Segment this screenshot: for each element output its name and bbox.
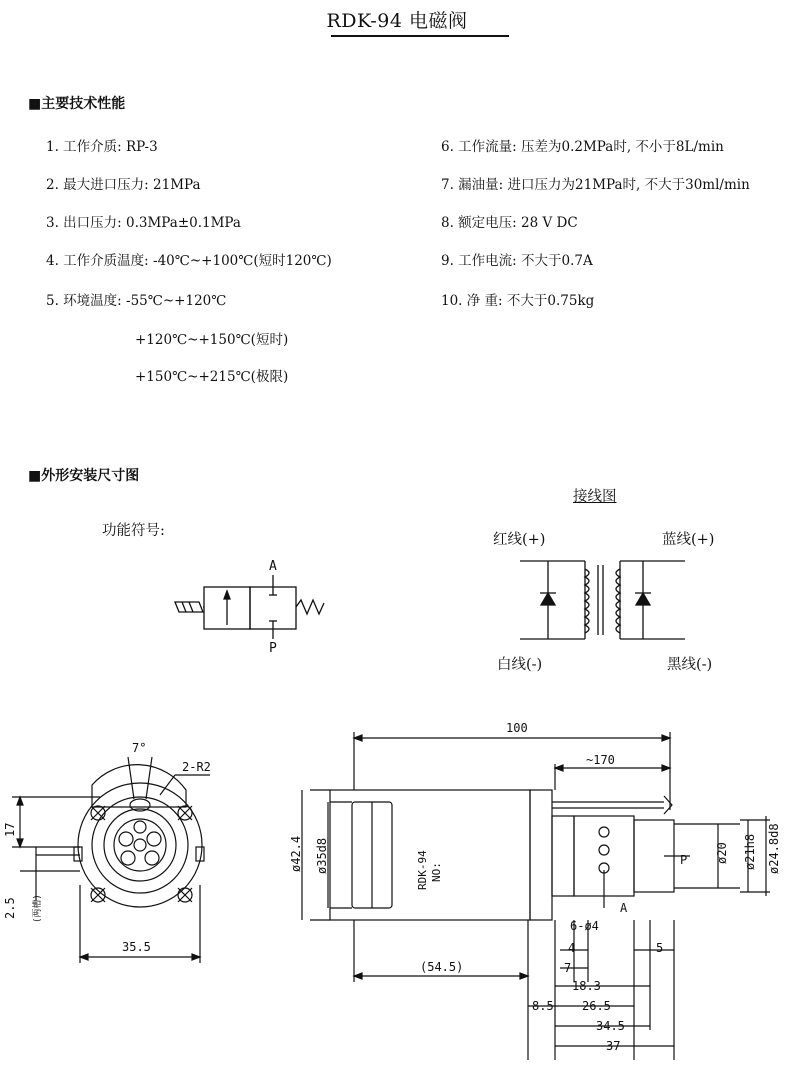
symbol-caption: 功能符号: — [102, 523, 165, 539]
symbol-port-p: P — [269, 641, 277, 655]
port-p-label: P — [680, 853, 688, 867]
spec-item: 8. 额定电压: 28 V DC — [441, 215, 578, 231]
no-mark: NO: — [430, 862, 443, 882]
dim-17: 17 — [3, 822, 17, 837]
valve-symbol-diagram — [170, 555, 340, 655]
dim-100: 100 — [506, 721, 528, 735]
dim-7: 7 — [564, 961, 572, 975]
diode-right-shape — [636, 593, 650, 605]
wire-white-label: 白线(-) — [497, 657, 543, 673]
page-title: RDK-94 电磁阀 — [326, 10, 468, 32]
dim-angle: 7° — [132, 741, 147, 755]
dim-35-5: 35.5 — [122, 940, 151, 954]
section-heading-dimensions: ■外形安装尺寸图 — [28, 468, 140, 484]
dia-24-8d8: ø24.8d8 — [767, 823, 781, 874]
spec-item-continued: +150℃~+215℃(极限) — [135, 369, 289, 385]
spec-item: 6. 工作流量: 压差为0.2MPa时, 不小于8L/min — [441, 139, 724, 155]
dia-35d8: ø35d8 — [315, 837, 329, 874]
dim-hole: 6-ø4 — [570, 919, 599, 933]
dim-18-3: 18.3 — [572, 979, 601, 993]
model-mark: RDK-94 — [416, 850, 429, 890]
wire-blue-label: 蓝线(+) — [662, 532, 715, 548]
wiring-title: 接线图 — [573, 489, 617, 505]
dia-42-4: ø42.4 — [289, 835, 303, 872]
port-a-label: A — [620, 901, 628, 915]
end-view-drawing — [0, 735, 250, 970]
dim-37: 37 — [606, 1039, 621, 1053]
dim-5: 5 — [656, 941, 664, 955]
dim-2-5: 2.5 — [3, 897, 17, 919]
spec-item-continued: +120℃~+150℃(短时) — [135, 332, 289, 348]
dia-20: ø20 — [715, 842, 729, 864]
dim-54-5: (54.5) — [420, 960, 464, 974]
wire-black-label: 黑线(-) — [667, 657, 713, 673]
side-view-drawing — [270, 720, 790, 1065]
dim-8-5: 8.5 — [532, 999, 554, 1013]
dim-170: ~170 — [586, 753, 615, 767]
dim-2-5-note: (两槽) — [33, 894, 43, 923]
wiring-diagram — [510, 555, 695, 645]
spec-item: 4. 工作介质温度: -40℃~+100℃(短时120℃) — [46, 253, 332, 269]
dim-34-5: 34.5 — [596, 1019, 625, 1033]
title-underline — [331, 35, 509, 37]
spec-item: 3. 出口压力: 0.3MPa±0.1MPa — [46, 215, 241, 231]
spec-item: 5. 环境温度: -55℃~+120℃ — [46, 293, 227, 309]
spec-item: 1. 工作介质: RP-3 — [46, 139, 158, 155]
dim-26-5: 26.5 — [582, 999, 611, 1013]
spec-item: 9. 工作电流: 不大于0.7A — [441, 253, 593, 269]
symbol-port-a: A — [269, 559, 277, 574]
dim-4: 4 — [568, 941, 576, 955]
diode-left-shape — [541, 593, 555, 605]
spec-item: 2. 最大进口压力: 21MPa — [46, 177, 201, 193]
spec-item: 10. 净 重: 不大于0.75kg — [441, 293, 595, 309]
spring-shape — [296, 600, 324, 614]
spec-item: 7. 漏油量: 进口压力为21MPa时, 不大于30ml/min — [441, 177, 750, 193]
section-heading-specs: ■主要技术性能 — [28, 96, 126, 112]
wire-red-label: 红线(+) — [493, 532, 546, 548]
dim-radius: 2-R2 — [182, 760, 211, 774]
dia-21h8: ø21h8 — [743, 833, 757, 870]
